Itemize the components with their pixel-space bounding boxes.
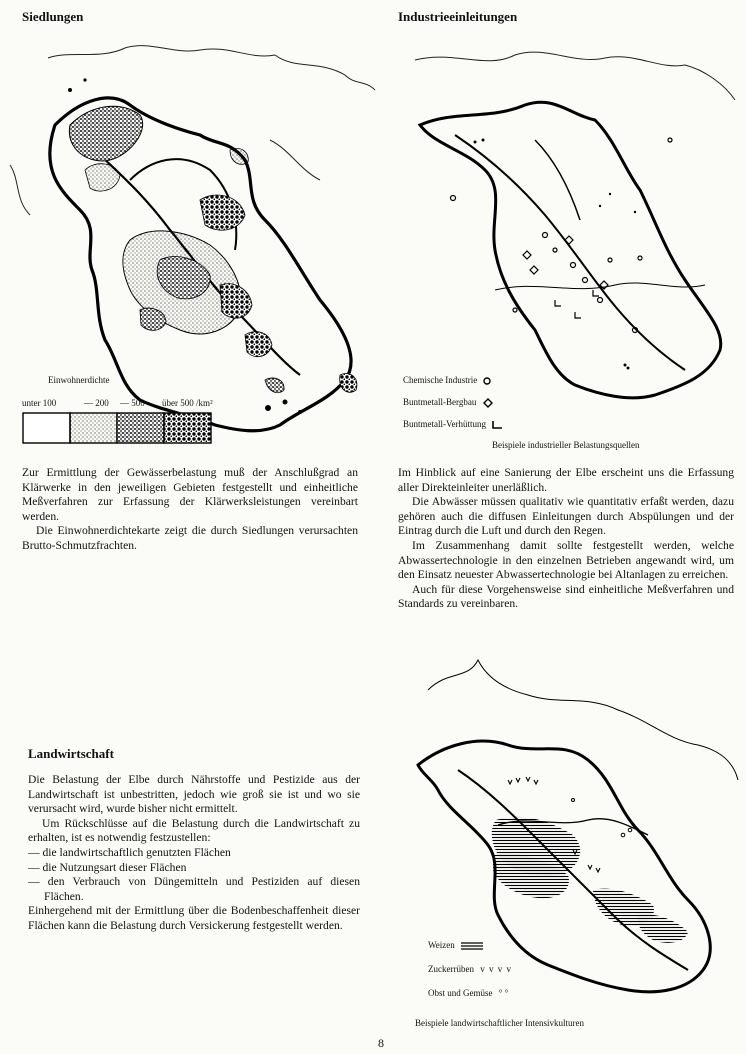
legend-mining-label: Buntmetall-Bergbau bbox=[403, 397, 477, 407]
scale-label-2: — 200 bbox=[84, 398, 109, 408]
legend-smelting bbox=[403, 419, 505, 430]
agriculture-caption: Beispiele landwirtschaftlicher Intensivkulturen bbox=[415, 1018, 584, 1028]
legend-mining bbox=[403, 397, 494, 408]
legend-sugar-beet-label: Zuckerrüben bbox=[428, 964, 474, 974]
siedlungen-paragraph-2: Die Einwohnerdichtekarte zeigt die durch Siedlungen verursachten Brutto-Schmutzfrachten. bbox=[22, 524, 358, 552]
landwirtschaft-list-item-2: — die Nutzungsart dieser Flächen bbox=[28, 860, 187, 874]
density-legend-swatches bbox=[22, 412, 212, 444]
scale-label-1: unter 100 bbox=[22, 398, 57, 408]
industrie-heading: Industrieeinleitungen bbox=[398, 9, 518, 24]
density-scale-labels bbox=[22, 398, 242, 410]
landwirtschaft-paragraph-2: Um Rückschlüsse auf die Belastung durch die Landwirtschaft zu erhalten, ist es notwendig festzustellen: bbox=[28, 816, 360, 845]
industrie-paragraph-3: Im Zusammenhang damit sollte festgestellt werden, welche Abwassertechnologie in den einzelnen Betrieben angewandt wird, um den Einsatz neuester Abwassertechnologie bei Altanlagen zu erreichen. bbox=[398, 538, 734, 582]
landwirtschaft-list-item-3: — den Verbrauch von Düngemitteln und Pestiziden auf diesen Flächen. bbox=[28, 875, 360, 903]
siedlungen-text bbox=[22, 466, 358, 554]
landwirtschaft-heading: Landwirtschaft bbox=[28, 746, 114, 761]
industry-caption: Beispiele industrieller Belastungsquellen bbox=[492, 440, 640, 450]
landwirtschaft-text bbox=[28, 773, 360, 934]
legend-wheat-label: Weizen bbox=[428, 940, 455, 950]
page-number: 8 bbox=[378, 1036, 384, 1050]
legend-smelting-label: Buntmetall-Verhüttung bbox=[403, 419, 486, 429]
landwirtschaft-list-item-1: — die landwirtschaftlich genutzten Flächen bbox=[28, 845, 231, 859]
siedlungen-heading: Siedlungen bbox=[22, 9, 84, 24]
industrie-text bbox=[398, 466, 734, 612]
industrie-paragraph-2: Die Abwässer müssen qualitativ wie quantitativ erfaßt werden, dazu gehören auch die diffusen Einleitungen durch Abspülungen und der Eintrag durch die Luft und durch den Regen. bbox=[398, 495, 734, 538]
industry-legend bbox=[403, 375, 523, 435]
legend-fruit-vegetables-label: Obst und Gemüse bbox=[428, 988, 493, 998]
fruit-symbol-icon: ° ° bbox=[498, 988, 509, 998]
landwirtschaft-paragraph-3: Einhergehend mit der Ermittlung über die Bodenbeschaffenheit dieser Flächen kann die Belastung durch Versickerung festgestellt werden. bbox=[28, 904, 360, 932]
legend-fruit-vegetables bbox=[428, 988, 508, 998]
scale-label-3: — 500 bbox=[120, 398, 145, 408]
legend-sugar-beet bbox=[428, 964, 512, 974]
density-legend-title: Einwohnerdichte bbox=[48, 375, 110, 385]
siedlungen-paragraph-1: Zur Ermittlung der Gewässerbelastung muß der Anschlußgrad an Klärwerke in den jeweiligen Gebieten festgestellt und einheitliche Meßverfahren zur Erfassung der Klärwerksleistungen vereinbart werden. bbox=[22, 466, 358, 523]
legend-chemical bbox=[403, 375, 492, 385]
crop-legend bbox=[428, 940, 548, 1002]
industrie-paragraph-1: Im Hinblick auf eine Sanierung der Elbe erscheint uns die Erfassung aller Direkteinleiter unerläßlich. bbox=[398, 466, 734, 494]
sugar-beet-symbol-icon: v v v v bbox=[480, 964, 512, 974]
landwirtschaft-paragraph-1: Die Belastung der Elbe durch Nährstoffe und Pestizide aus der Landwirtschaft ist unbestritten, jedoch wie groß sie ist und wo sie verursacht wird, wurde bisher nicht ermittelt. bbox=[28, 773, 360, 816]
settlement-density-map bbox=[0, 30, 380, 450]
scale-label-4: über 500 /km² bbox=[162, 398, 213, 408]
landwirtschaft-list bbox=[28, 846, 360, 904]
legend-wheat bbox=[428, 940, 483, 950]
legend-chemical-label: Chemische Industrie bbox=[403, 375, 478, 385]
industrie-paragraph-4: Auch für diese Vorgehensweise sind einheitliche Meßverfahren und Standards zu vereinbaren. bbox=[398, 582, 734, 611]
